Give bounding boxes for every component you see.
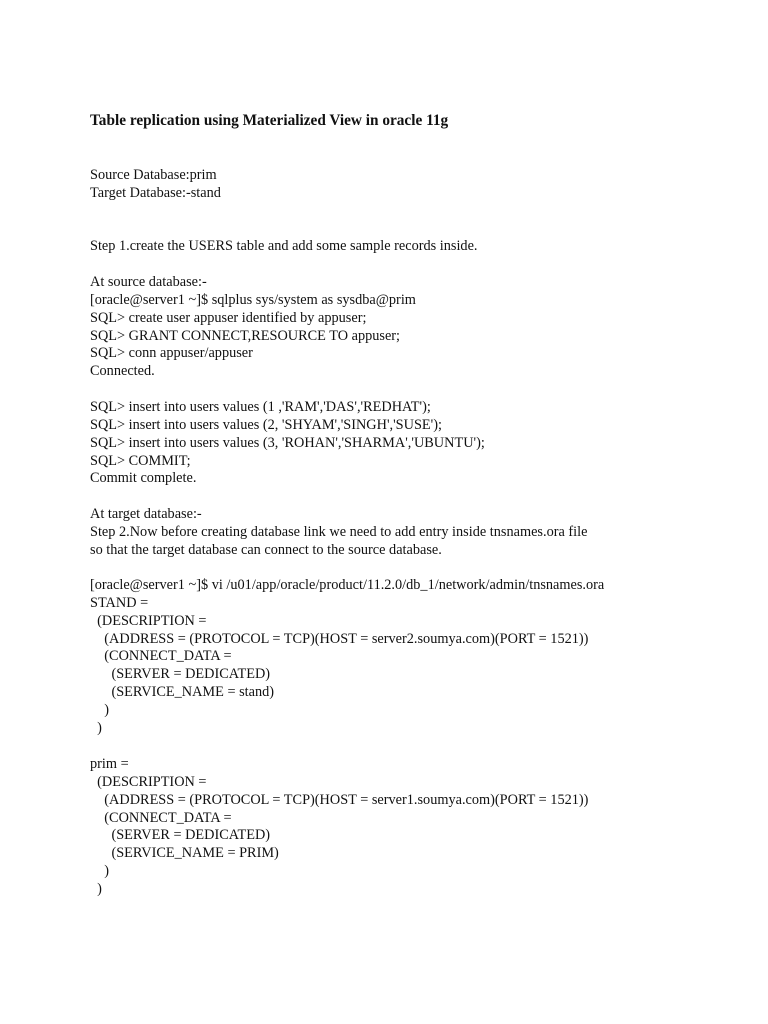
- text-line: SQL> insert into users values (3, 'ROHAN','SHARMA','UBUNTU');: [90, 434, 485, 451]
- tns-prim-block: [90, 756, 588, 899]
- text-line: SQL> COMMIT;: [90, 452, 191, 469]
- text-line: SQL> insert into users values (2, 'SHYAM','SINGH','SUSE');: [90, 416, 442, 433]
- text-line: (SERVER = DEDICATED): [90, 666, 271, 683]
- text-line: ): [90, 719, 102, 736]
- text-line: (CONNECT_DATA =: [90, 648, 232, 665]
- intro-block: [90, 167, 221, 203]
- text-line: SQL> GRANT CONNECT,RESOURCE TO appuser;: [90, 327, 401, 344]
- text-line: Target Database:-stand: [90, 184, 221, 201]
- text-line: SQL> create user appuser identified by appuser;: [90, 309, 367, 326]
- text-line: SQL> conn appuser/appuser: [90, 345, 253, 362]
- text-line: (SERVICE_NAME = stand): [90, 684, 275, 701]
- text-line: (SERVER = DEDICATED): [90, 827, 271, 844]
- text-line: (DESCRIPTION =: [90, 773, 207, 790]
- text-line: so that the target database can connect to the source database.: [90, 541, 442, 558]
- text-line: At source database:-: [90, 274, 207, 290]
- text-line: (ADDRESS = (PROTOCOL = TCP)(HOST = server2.soumya.com)(PORT = 1521)): [90, 630, 589, 647]
- text-line: Step 1.create the USERS table and add some sample records inside.: [90, 238, 478, 254]
- text-line: At target database:-: [90, 506, 202, 522]
- text-line: Source Database:prim: [90, 167, 217, 183]
- text-line: (CONNECT_DATA =: [90, 809, 232, 826]
- step1-block: [90, 238, 478, 256]
- text-line: (DESCRIPTION =: [90, 612, 207, 629]
- text-line: [oracle@server1 ~]$ vi /u01/app/oracle/product/11.2.0/db_1/network/admin/tnsnames.ora: [90, 577, 605, 593]
- text-line: Commit complete.: [90, 470, 197, 487]
- document-title: Table replication using Materialized View in oracle 11g: [90, 112, 449, 129]
- target-section-block: [90, 506, 587, 560]
- tns-stand-block: [90, 577, 604, 738]
- source-section-block: [90, 274, 416, 381]
- text-line: Connected.: [90, 363, 155, 380]
- inserts-block: [90, 399, 485, 488]
- text-line: prim =: [90, 756, 129, 772]
- text-line: Step 2.Now before creating database link we need to add entry inside tnsnames.ora file: [90, 523, 588, 540]
- text-line: [oracle@server1 ~]$ sqlplus sys/system as sysdba@prim: [90, 291, 416, 308]
- text-line: SQL> insert into users values (1 ,'RAM','DAS','REDHAT');: [90, 399, 431, 415]
- text-line: (ADDRESS = (PROTOCOL = TCP)(HOST = server1.soumya.com)(PORT = 1521)): [90, 791, 589, 808]
- text-line: (SERVICE_NAME = PRIM): [90, 845, 279, 862]
- text-line: ): [90, 701, 110, 718]
- text-line: STAND =: [90, 594, 149, 611]
- text-line: ): [90, 880, 102, 897]
- text-line: ): [90, 863, 110, 880]
